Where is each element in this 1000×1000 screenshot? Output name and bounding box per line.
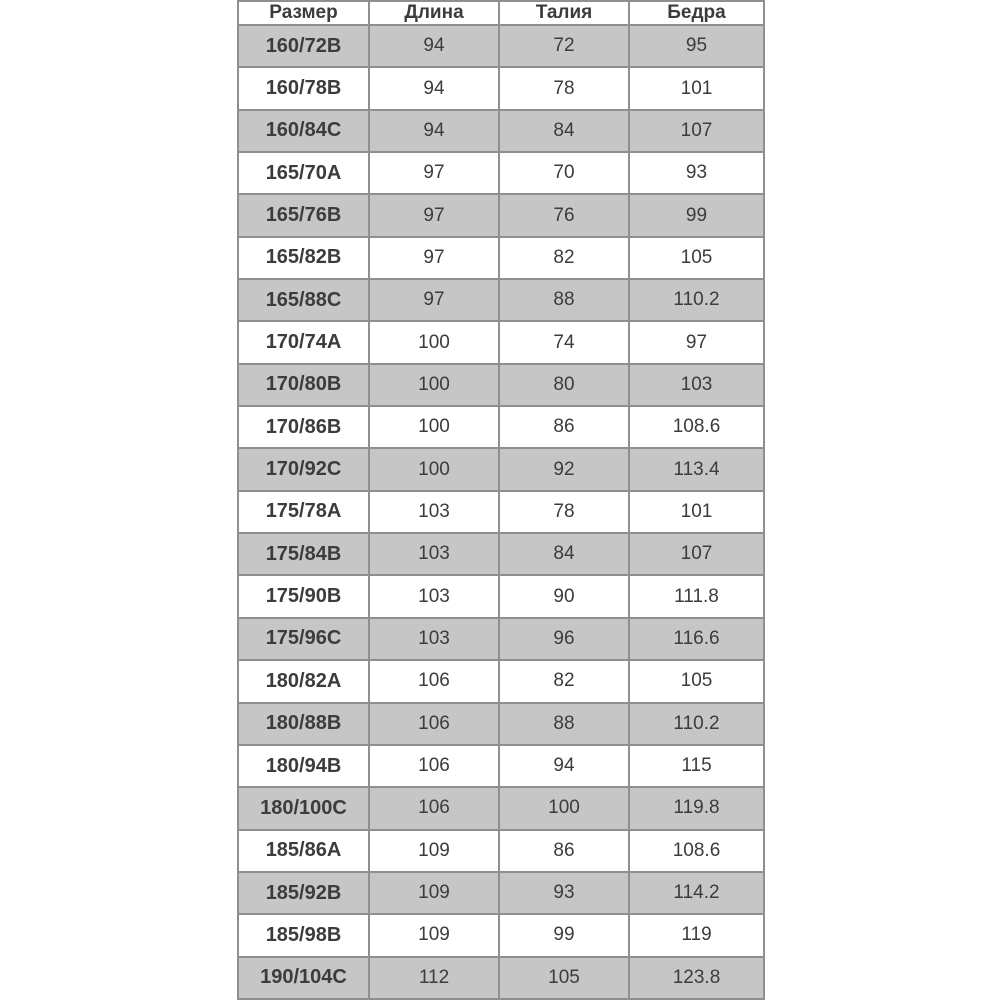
length-cell: 97 bbox=[369, 152, 499, 194]
hips-cell: 105 bbox=[629, 660, 764, 702]
length-cell: 106 bbox=[369, 660, 499, 702]
table-row bbox=[238, 110, 764, 152]
table-row bbox=[238, 448, 764, 490]
header-cell: Бедра bbox=[629, 1, 764, 25]
table-row bbox=[238, 703, 764, 745]
length-cell: 97 bbox=[369, 194, 499, 236]
length-cell: 100 bbox=[369, 364, 499, 406]
hips-cell: 116.6 bbox=[629, 618, 764, 660]
waist-cell: 82 bbox=[499, 237, 629, 279]
table-row bbox=[238, 914, 764, 956]
length-cell: 106 bbox=[369, 745, 499, 787]
waist-cell: 84 bbox=[499, 110, 629, 152]
size-cell: 175/90B bbox=[238, 575, 369, 617]
table-row bbox=[238, 618, 764, 660]
table-row bbox=[238, 67, 764, 109]
header-cell: Талия bbox=[499, 1, 629, 25]
waist-cell: 72 bbox=[499, 25, 629, 67]
size-cell: 180/100C bbox=[238, 787, 369, 829]
size-cell: 180/88B bbox=[238, 703, 369, 745]
table-row bbox=[238, 321, 764, 363]
waist-cell: 94 bbox=[499, 745, 629, 787]
table-row bbox=[238, 364, 764, 406]
length-cell: 97 bbox=[369, 237, 499, 279]
table-row bbox=[238, 787, 764, 829]
hips-cell: 119 bbox=[629, 914, 764, 956]
size-cell: 185/98B bbox=[238, 914, 369, 956]
length-cell: 100 bbox=[369, 321, 499, 363]
size-cell: 180/82A bbox=[238, 660, 369, 702]
hips-cell: 119.8 bbox=[629, 787, 764, 829]
table-row bbox=[238, 660, 764, 702]
hips-cell: 111.8 bbox=[629, 575, 764, 617]
hips-cell: 115 bbox=[629, 745, 764, 787]
size-cell: 175/96C bbox=[238, 618, 369, 660]
waist-cell: 86 bbox=[499, 830, 629, 872]
table-row bbox=[238, 533, 764, 575]
waist-cell: 78 bbox=[499, 491, 629, 533]
hips-cell: 93 bbox=[629, 152, 764, 194]
length-cell: 100 bbox=[369, 406, 499, 448]
waist-cell: 100 bbox=[499, 787, 629, 829]
waist-cell: 99 bbox=[499, 914, 629, 956]
table-row bbox=[238, 745, 764, 787]
header-cell: Размер bbox=[238, 1, 369, 25]
length-cell: 106 bbox=[369, 703, 499, 745]
size-cell: 160/84C bbox=[238, 110, 369, 152]
table-row bbox=[238, 152, 764, 194]
waist-cell: 70 bbox=[499, 152, 629, 194]
size-cell: 165/76B bbox=[238, 194, 369, 236]
size-cell: 165/70A bbox=[238, 152, 369, 194]
table-row bbox=[238, 237, 764, 279]
hips-cell: 101 bbox=[629, 67, 764, 109]
length-cell: 106 bbox=[369, 787, 499, 829]
hips-cell: 108.6 bbox=[629, 406, 764, 448]
hips-cell: 101 bbox=[629, 491, 764, 533]
waist-cell: 93 bbox=[499, 872, 629, 914]
size-cell: 160/78B bbox=[238, 67, 369, 109]
hips-cell: 105 bbox=[629, 237, 764, 279]
hips-cell: 97 bbox=[629, 321, 764, 363]
size-cell: 165/82B bbox=[238, 237, 369, 279]
waist-cell: 74 bbox=[499, 321, 629, 363]
hips-cell: 99 bbox=[629, 194, 764, 236]
size-chart-table bbox=[237, 0, 765, 1000]
size-cell: 170/74A bbox=[238, 321, 369, 363]
size-cell: 170/92C bbox=[238, 448, 369, 490]
hips-cell: 108.6 bbox=[629, 830, 764, 872]
waist-cell: 96 bbox=[499, 618, 629, 660]
size-cell: 180/94B bbox=[238, 745, 369, 787]
hips-cell: 114.2 bbox=[629, 872, 764, 914]
table-row bbox=[238, 575, 764, 617]
waist-cell: 84 bbox=[499, 533, 629, 575]
length-cell: 109 bbox=[369, 830, 499, 872]
length-cell: 109 bbox=[369, 872, 499, 914]
header-cell: Длина bbox=[369, 1, 499, 25]
length-cell: 103 bbox=[369, 533, 499, 575]
waist-cell: 90 bbox=[499, 575, 629, 617]
length-cell: 109 bbox=[369, 914, 499, 956]
table-body bbox=[238, 25, 764, 999]
length-cell: 112 bbox=[369, 957, 499, 999]
hips-cell: 113.4 bbox=[629, 448, 764, 490]
size-cell: 190/104C bbox=[238, 957, 369, 999]
waist-cell: 86 bbox=[499, 406, 629, 448]
table-row bbox=[238, 872, 764, 914]
hips-cell: 103 bbox=[629, 364, 764, 406]
waist-cell: 78 bbox=[499, 67, 629, 109]
table-row bbox=[238, 25, 764, 67]
size-cell: 175/84B bbox=[238, 533, 369, 575]
size-cell: 170/86B bbox=[238, 406, 369, 448]
size-cell: 160/72B bbox=[238, 25, 369, 67]
hips-cell: 107 bbox=[629, 110, 764, 152]
length-cell: 103 bbox=[369, 491, 499, 533]
hips-cell: 107 bbox=[629, 533, 764, 575]
hips-cell: 110.2 bbox=[629, 703, 764, 745]
table-row bbox=[238, 194, 764, 236]
table-row bbox=[238, 406, 764, 448]
table-row bbox=[238, 830, 764, 872]
waist-cell: 80 bbox=[499, 364, 629, 406]
length-cell: 100 bbox=[369, 448, 499, 490]
size-cell: 175/78A bbox=[238, 491, 369, 533]
length-cell: 94 bbox=[369, 25, 499, 67]
table-row bbox=[238, 957, 764, 999]
length-cell: 97 bbox=[369, 279, 499, 321]
waist-cell: 88 bbox=[499, 703, 629, 745]
hips-cell: 110.2 bbox=[629, 279, 764, 321]
table-row bbox=[238, 491, 764, 533]
waist-cell: 105 bbox=[499, 957, 629, 999]
hips-cell: 95 bbox=[629, 25, 764, 67]
waist-cell: 82 bbox=[499, 660, 629, 702]
waist-cell: 76 bbox=[499, 194, 629, 236]
waist-cell: 88 bbox=[499, 279, 629, 321]
length-cell: 94 bbox=[369, 67, 499, 109]
header-row bbox=[238, 1, 764, 25]
size-cell: 170/80B bbox=[238, 364, 369, 406]
table-row bbox=[238, 279, 764, 321]
size-cell: 165/88C bbox=[238, 279, 369, 321]
length-cell: 103 bbox=[369, 575, 499, 617]
size-cell: 185/86A bbox=[238, 830, 369, 872]
hips-cell: 123.8 bbox=[629, 957, 764, 999]
size-cell: 185/92B bbox=[238, 872, 369, 914]
waist-cell: 92 bbox=[499, 448, 629, 490]
length-cell: 103 bbox=[369, 618, 499, 660]
length-cell: 94 bbox=[369, 110, 499, 152]
